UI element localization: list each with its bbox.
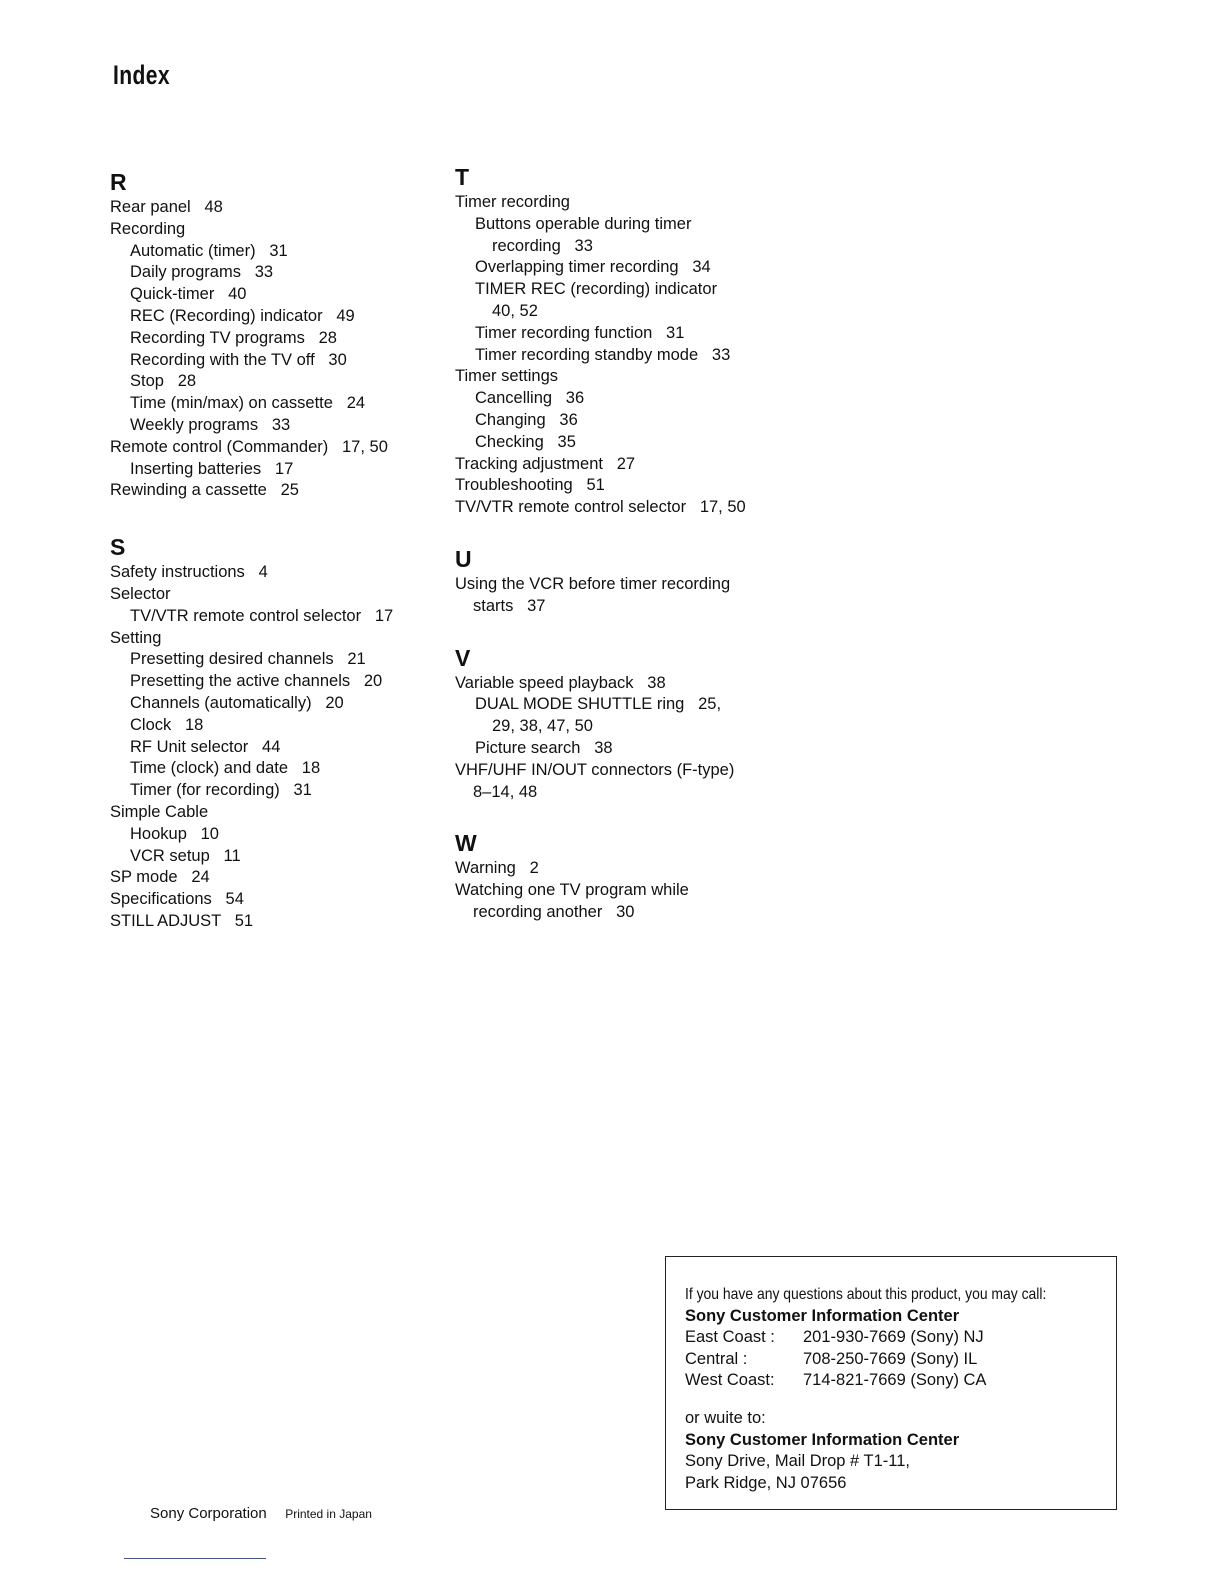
index-section-v [455,643,795,804]
index-entry: Recording with the TV off 30 [130,350,347,369]
index-entry: DUAL MODE SHUTTLE ring 25, [475,695,722,714]
index-entry: Automatic (timer) 31 [130,241,288,260]
phone-west: West Coast: 714-821-7669 (Sony) CA [685,1371,987,1390]
address-line-2: Park Ridge, NJ 07656 [685,1473,847,1492]
index-entry: Overlapping timer recording 34 [475,258,711,277]
phone-east: East Coast : 201-930-7669 (Sony) NJ [685,1328,984,1347]
customer-info-box [665,1256,1117,1510]
index-entry: Remote control (Commander) 17, 50 [110,437,388,456]
index-section-r [110,167,440,502]
index-entry: Time (min/max) on cassette 24 [130,394,366,413]
index-entry: Quick-timer 40 [130,285,247,304]
index-entry: STILL ADJUST 51 [110,911,254,930]
index-entry: Tracking adjustment 27 [455,454,636,473]
index-entry: Presetting desired channels 21 [130,650,366,669]
index-entry: Rewinding a cassette 25 [110,481,299,500]
section-letter: U [455,545,472,572]
index-entry: Buttons operable during timer [475,214,692,233]
index-entry: VHF/UHF IN/OUT connectors (F-type) [455,760,735,779]
index-column-left [110,167,440,933]
index-entry: Daily programs 33 [130,263,274,282]
index-entry: RF Unit selector 44 [130,737,281,756]
index-entry: Timer recording [455,193,570,211]
index-entry: VCR setup 11 [130,846,241,865]
index-section-u [455,544,795,618]
index-entry: Timer settings [455,367,558,386]
contact-center-name-2: Sony Customer Information Center [685,1430,960,1449]
contact-question: If you have any questions about this product, you may call: [685,1286,1047,1303]
index-entry: Weekly programs 33 [130,415,291,434]
index-entry: Picture search 38 [475,738,613,757]
phone-central: Central : 708-250-7669 (Sony) IL [685,1349,978,1368]
index-entry: recording 33 [492,236,593,255]
section-letter: W [455,830,477,857]
index-entry: Warning 2 [455,859,539,878]
index-entry: Recording TV programs 28 [130,328,337,347]
index-entry: Clock 18 [130,715,204,734]
index-entry: REC (Recording) indicator 49 [130,306,355,325]
index-section-t [455,162,795,519]
index-entry: Stop 28 [130,372,197,391]
section-letter: R [110,169,127,195]
index-entry: Rear panel 48 [110,198,223,216]
index-entry: 8–14, 48 [473,782,538,801]
index-entry: 29, 38, 47, 50 [492,717,593,736]
bottom-rule [124,1558,266,1559]
index-entry: TV/VTR remote control selector 17, 50 [455,498,746,517]
index-entry: 40, 52 [492,301,538,320]
address-line-1: Sony Drive, Mail Drop # T1-11, [685,1452,910,1471]
section-letter: S [110,534,126,561]
index-entry: Time (clock) and date 18 [130,759,321,778]
index-entry: starts 37 [473,596,546,615]
index-entry: TIMER REC (recording) indicator [475,280,718,299]
index-entry: Recording [110,219,186,238]
index-section-w [455,828,795,923]
index-entry: Selector [110,584,171,603]
footer-corporation: Sony Corporation [150,1505,267,1522]
index-entry: recording another 30 [473,902,635,921]
index-entry: Setting [110,628,162,647]
section-letter: V [455,644,471,671]
index-entry: Safety instructions 4 [110,563,268,582]
index-entry: Variable speed playback 38 [455,673,666,692]
index-entry: Troubleshooting 51 [455,476,605,495]
index-column-right [455,162,795,924]
contact-center-name: Sony Customer Information Center [685,1306,960,1325]
index-entry: Timer recording function 31 [475,323,685,342]
index-entry: Watching one TV program while [455,881,689,900]
index-entry: Specifications 54 [110,890,244,909]
index-entry: Using the VCR before timer recording [455,574,731,593]
index-entry: Cancelling 36 [475,389,585,408]
index-entry: Checking 35 [475,432,576,451]
index-entry: Timer (for recording) 31 [130,781,312,800]
index-entry: Inserting batteries 17 [130,459,294,478]
page-title: Index [113,60,170,90]
index-entry: Timer recording standby mode 33 [475,345,731,364]
section-letter: T [455,164,470,190]
write-prompt: or wuite to: [685,1408,766,1427]
index-entry: Presetting the active channels 20 [130,672,383,691]
index-entry: Changing 36 [475,410,578,429]
index-entry: TV/VTR remote control selector 17 [130,606,394,625]
footer [150,1505,372,1523]
index-section-s [110,532,440,933]
index-entry: SP mode 24 [110,868,210,887]
index-entry: Simple Cable [110,802,209,821]
footer-printed: Printed in Japan [285,1507,372,1521]
index-entry: Channels (automatically) 20 [130,693,344,712]
index-entry: Hookup 10 [130,824,219,843]
